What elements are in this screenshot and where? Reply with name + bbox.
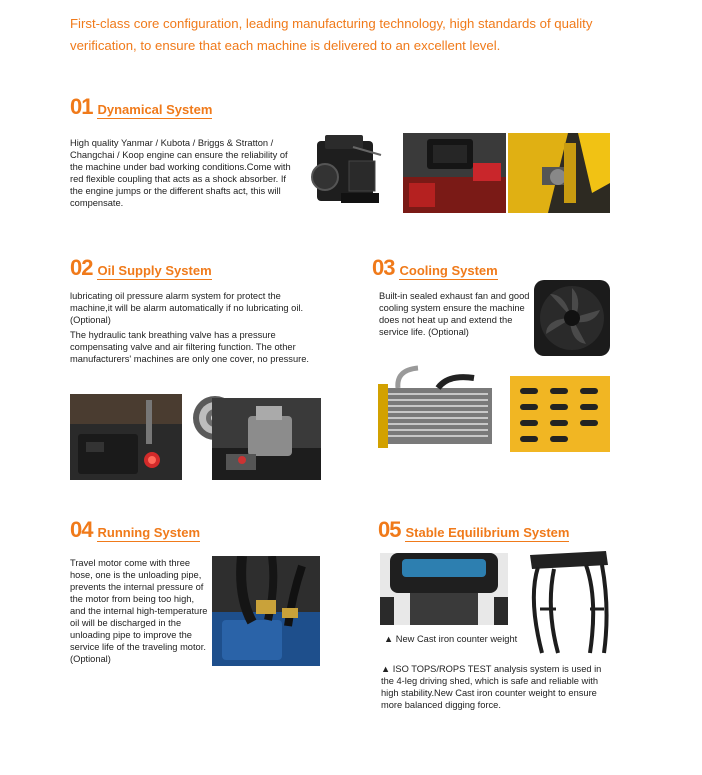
section-number: 02 [70,255,93,280]
intro-text: First-class core configuration, leading manufacturing technology, high standards of quality verification, to ensure that each machine is delivered to an excellent level. [70,16,593,53]
section-01-heading [70,94,212,120]
coupling-photo [403,133,506,213]
engine-photo [303,131,393,213]
section-03-text: Built-in sealed exhaust fan and good cooling system ensure the machine does not heat up and extend the service life. (Optional) [379,291,530,337]
travel-motor-photo [212,556,320,666]
section-04-text: Travel motor come with three hose, one is the unloading pipe, prevents the internal pressure of the motor from being too high, and the internal high-temperature oil will be discharged in the unloading pipe to improve the service life of the traveling motor. (Optional) [70,558,208,664]
section-title: Cooling System [399,263,498,278]
section-title: Running System [97,525,201,540]
section-03-heading [372,255,498,281]
section-number: 03 [372,255,395,280]
section-title: Dynamical System [97,102,213,117]
section-number: 01 [70,94,93,119]
section-title: Stable Equilibrium System [405,525,570,540]
vent-panel-photo [510,376,610,452]
section-title: Oil Supply System [97,263,212,278]
section-05-heading [378,517,569,543]
rops-canopy-photo [524,549,612,657]
counter-weight-photo [380,553,508,625]
section-02-heading [70,255,212,281]
section-number: 04 [70,517,93,542]
alarm-system-photo [70,394,182,480]
counter-weight-caption: ▲ New Cast iron counter weight [384,634,518,644]
section-number: 05 [378,517,401,542]
section-01-text: High quality Yanmar / Kubota / Briggs & Stratton / Changchai / Koop engine can ensure the reliability of the machine under bad working conditions.Come with red flexible coupling that acts as a shock absorber. If the engine jumps or the different shafts act, this will compensate. [70,138,291,208]
hydraulic-tank-photo [212,398,321,480]
section-04-heading [70,517,200,543]
drive-shaft-photo [508,133,610,213]
oil-cooler-photo [378,364,500,452]
section-02-text-2: The hydraulic tank breathing valve has a pressure compensating valve and air filtering function. The other manufacturers' machines are only one cover, no pressure. [70,330,309,364]
cooling-fan-photo [532,276,612,360]
section-05-text: ▲ ISO TOPS/ROPS TEST analysis system is used in the 4-leg driving shed, which is safe and reliable with high stability.New Cast iron counter weight to ensure more balanced digging force. [381,664,602,710]
section-02-text-1: lubricating oil pressure alarm system for protect the machine,it will be alarm automatically if no lubricating oil.(Optional) [70,291,304,325]
